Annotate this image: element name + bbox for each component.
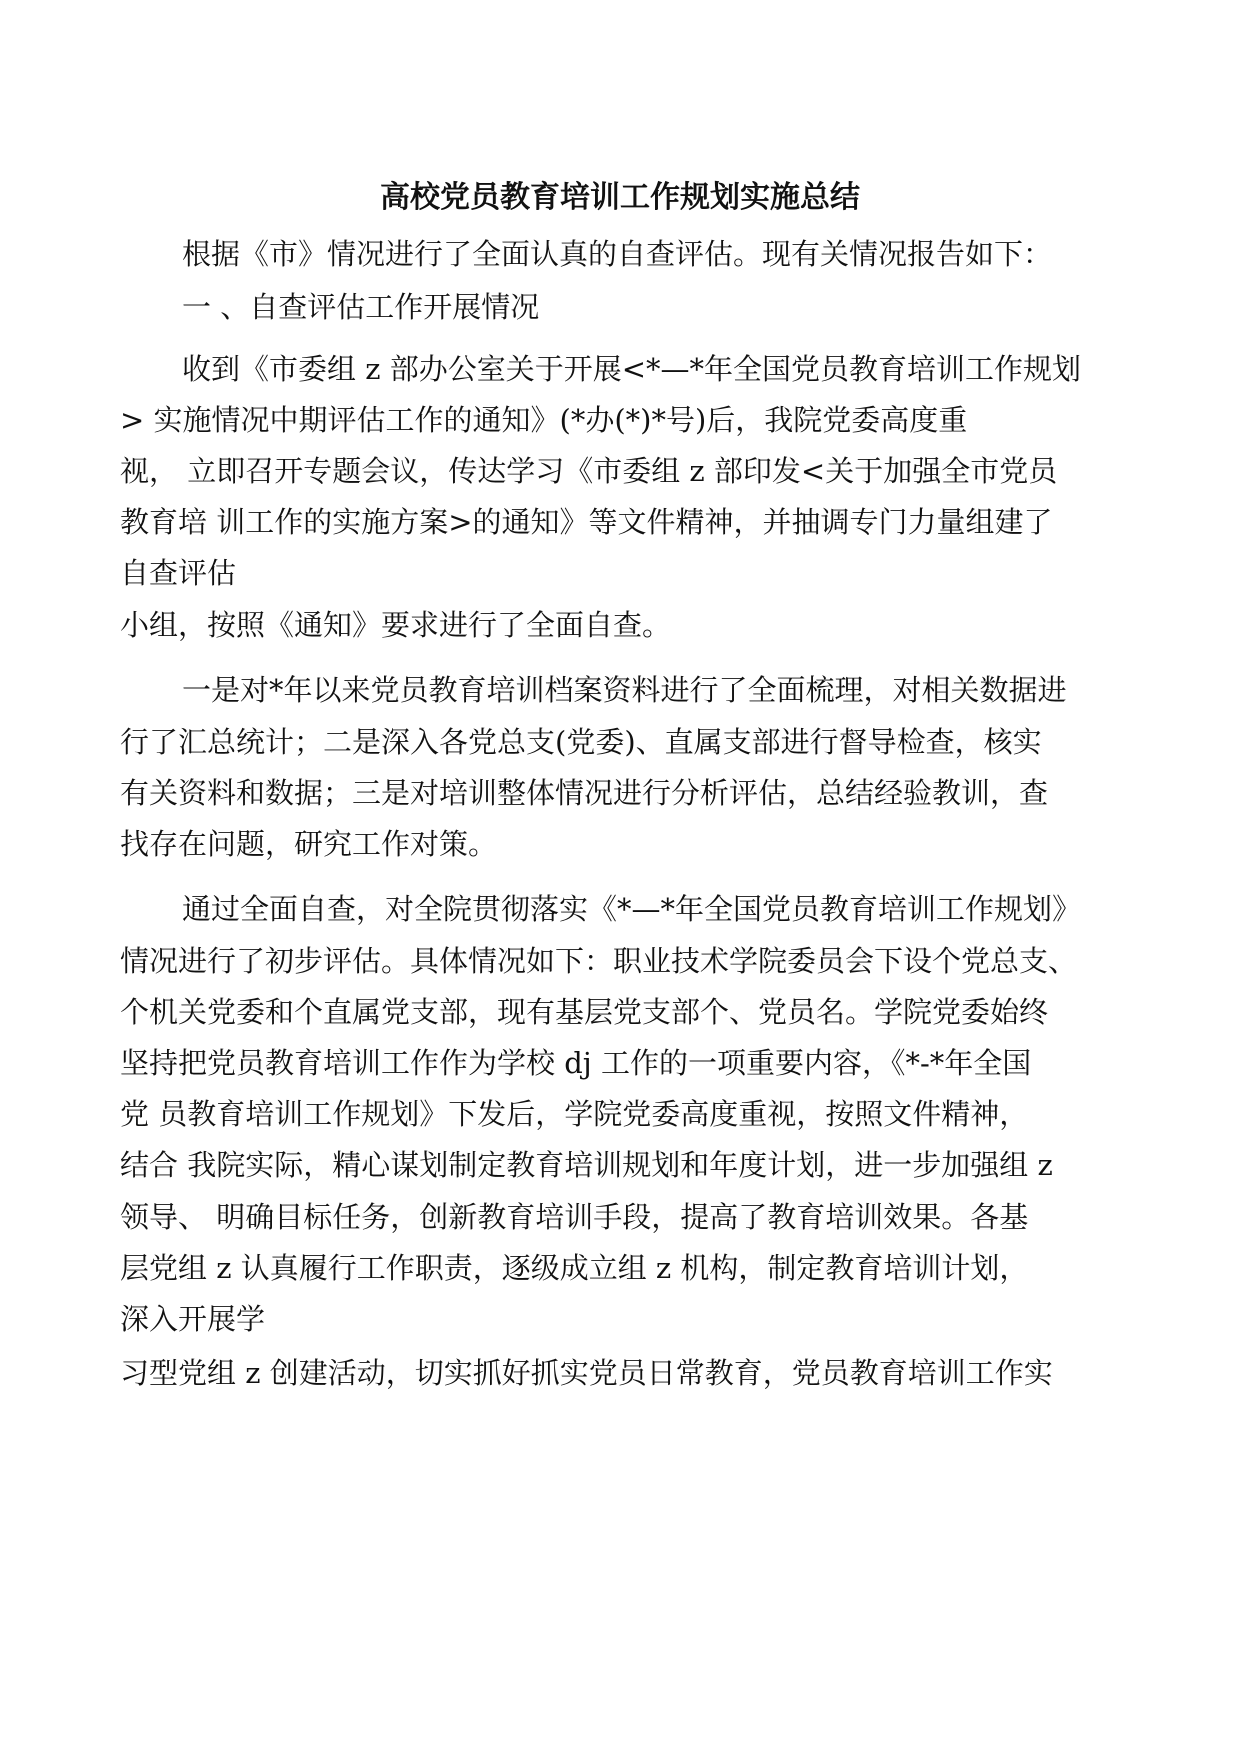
paragraph-line: 教育培 训工作的实施方案>的通知》等文件精神，并抽调专门力量组建了 bbox=[120, 505, 1053, 539]
paragraph-line: 一是对*年以来党员教育培训档案资料进行了全面梳理，对相关数据进 bbox=[182, 673, 1067, 707]
paragraph-line: 自查评估 bbox=[120, 556, 237, 590]
paragraph-line: 有关资料和数据；三是对培训整体情况进行分析评估，总结经验教训，查 bbox=[120, 776, 1049, 810]
paragraph-line: 视， 立即召开专题会议，传达学习《市委组 z 部印发<关于加强全市党员 bbox=[120, 454, 1058, 488]
paragraph-line: 情况进行了初步评估。具体情况如下：职业技术学院委员会下设个党总支、 bbox=[120, 944, 1078, 978]
paragraph-line: 小组，按照《通知》要求进行了全面自查。 bbox=[120, 608, 672, 642]
paragraph-line: 坚持把党员教育培训工作作为学校 dj 工作的一项重要内容，《*-*年全国 bbox=[120, 1046, 1032, 1080]
section-heading: 一 、自查评估工作开展情况 bbox=[182, 290, 540, 324]
paragraph-line: 领导、 明确目标任务，创新教育培训手段，提高了教育培训效果。各基 bbox=[120, 1200, 1029, 1234]
paragraph-line: 深入开展学 bbox=[120, 1302, 266, 1336]
paragraph-line: 行了汇总统计；二是深入各党总支(党委)、直属支部进行督导检查，核实 bbox=[120, 725, 1042, 759]
paragraph-line: 结合 我院实际，精心谋划制定教育培训规划和年度计划，进一步加强组 z bbox=[120, 1148, 1053, 1182]
paragraph-line: > 实施情况中期评估工作的通知》(*办(*)*号)后，我院党委高度重 bbox=[120, 403, 968, 437]
paragraph-line: 收到《市委组 z 部办公室关于开展<*—*年全国党员教育培训工作规划 bbox=[182, 352, 1082, 386]
paragraph-line: 根据《市》情况进行了全面认真的自查评估。现有关情况报告如下： bbox=[182, 237, 1053, 271]
paragraph-line: 层党组 z 认真履行工作职责，逐级成立组 z 机构，制定教育培训计划， bbox=[120, 1251, 1029, 1285]
paragraph-line: 个机关党委和个直属党支部，现有基层党支部个、党员名。学院党委始终 bbox=[120, 995, 1049, 1029]
document-title: 高校党员教育培训工作规划实施总结 bbox=[380, 180, 860, 215]
paragraph-line: 习型党组 z 创建活动，切实抓好抓实党员日常教育，党员教育培训工作实 bbox=[120, 1356, 1053, 1390]
paragraph-line: 找存在问题，研究工作对策。 bbox=[120, 827, 498, 861]
paragraph-line: 党 员教育培训工作规划》下发后，学院党委高度重视，按照文件精神， bbox=[120, 1097, 1029, 1131]
paragraph-line: 通过全面自查，对全院贯彻落实《*—*年全国党员教育培训工作规划》 bbox=[182, 892, 1082, 926]
